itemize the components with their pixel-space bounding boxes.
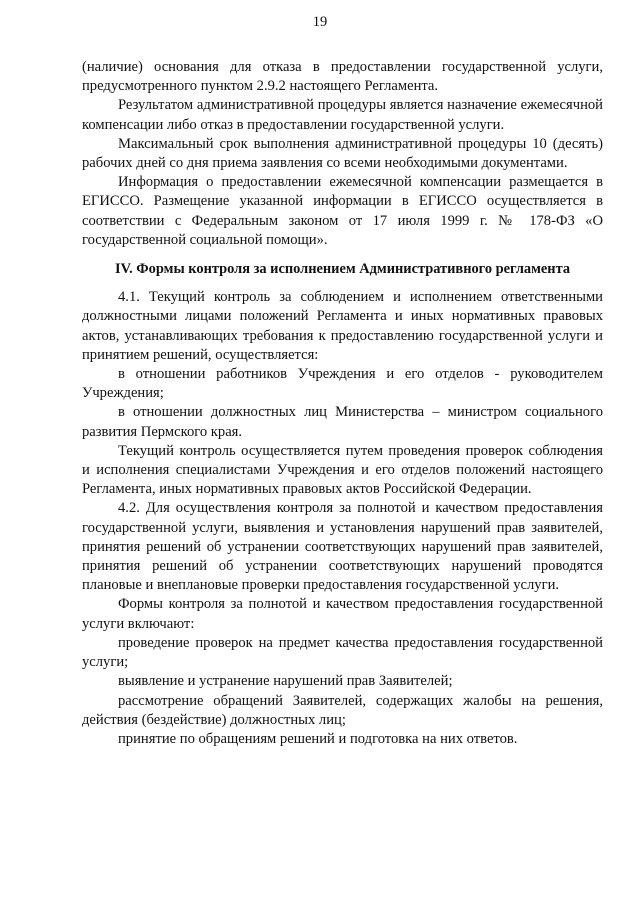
paragraph: в отношении должностных лиц Министерства – министром социального развития Пермского края. <box>82 404 603 440</box>
section-heading: IV. Формы контроля за исполнением Административного регламента <box>114 261 571 278</box>
paragraph: проведение проверок на предмет качества предоставления государственной услуги; <box>82 634 603 671</box>
paragraph: Текущий контроль осуществляется путем проведения проверок соблюдения и исполнения специалистами Учреждения и его отделов положений настоящего Регламента, иных нормативных правовых актов Российской Федерации. <box>82 442 603 498</box>
paragraph: Результатом административной процедуры является назначение ежемесячной компенсации либо отказ в предоставлении государственной услуги. <box>82 97 603 133</box>
paragraph: 4.1. Текущий контроль за соблюдением и исполнением ответственными должностными лицами положений Регламента и иных нормативных правовых актов, устанавливающих требования к предоставлению государственной услуги и принятием решений, осуществляется: <box>82 289 603 363</box>
paragraph: принятие по обращениям решений и подготовка на них ответов. <box>118 730 518 747</box>
paragraph: 4.2. Для осуществления контроля за полнотой и качеством предоставления государственной услуги, выявления и установления нарушений прав заявителей, принятия решений об устранении соответствующих нарушений прав заявителей, принятия решений об устранении соответствующих нарушений проводятся плановые и внеплановые проверки предоставления государственной услуги. <box>82 500 603 594</box>
paragraph: Информация о предоставлении ежемесячной компенсации размещается в ЕГИССО. Размещение указанной информации в ЕГИССО осуществляется в соответствии с Федеральным законом от 17 июля 1999 г. № 178-ФЗ «О государственной социальной помощи». <box>82 174 603 248</box>
paragraph: рассмотрение обращений Заявителей, содержащих жалобы на решения, действия (бездействие) должностных лиц; <box>82 692 603 728</box>
page-number: 19 <box>312 14 328 30</box>
paragraph: выявление и устранение нарушений прав Заявителей; <box>118 673 453 690</box>
page-content <box>82 58 603 749</box>
paragraph: Формы контроля за полнотой и качеством предоставления государственной услуги включают: <box>82 596 603 632</box>
paragraph: (наличие) основания для отказа в предоставлении государственной услуги, предусмотренного пунктом 2.9.2 настоящего Регламента. <box>82 59 603 95</box>
paragraph: Максимальный срок выполнения административной процедуры 10 (десять) рабочих дней со дня приема заявления со всеми необходимыми документами. <box>82 135 603 172</box>
paragraph: в отношении работников Учреждения и его отделов - руководителем Учреждения; <box>82 366 603 402</box>
